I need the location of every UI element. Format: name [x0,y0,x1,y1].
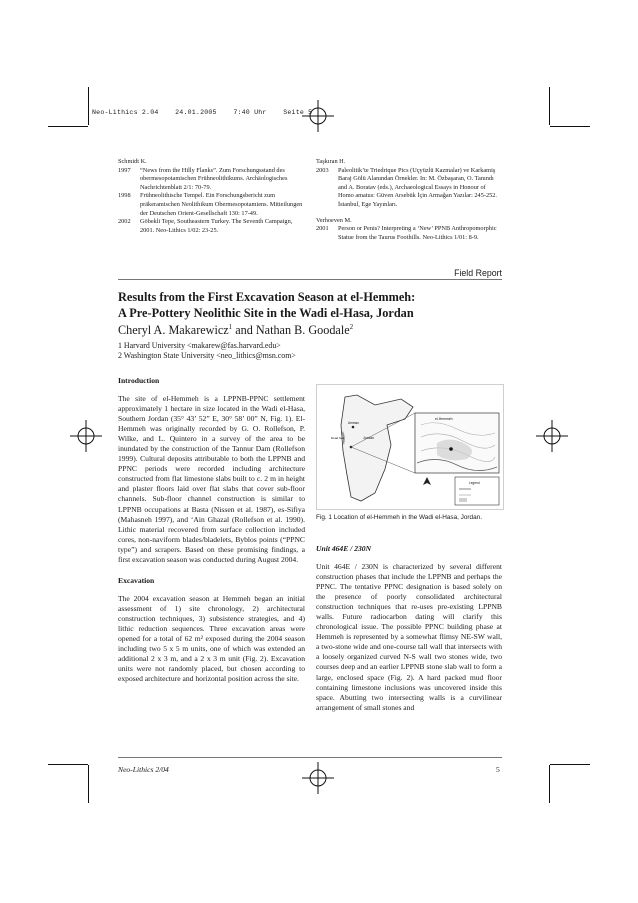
reference-entry [118,218,308,235]
crop-mark [48,764,88,765]
left-column [118,376,305,684]
footer-rule [118,757,502,758]
reference-author: Schmidt K. [118,158,147,165]
figure-1-map [316,384,504,510]
reference-text: Frühneolithische Tempel. Ein Forschungsbericht zum präkeramischen Neolithikum Obermesopotamiens. Mitteilungen der Deutschen Orient-Gesellschaft 130: 17-49. [140,192,303,217]
page-number: 5 [496,765,500,774]
amman-marker [352,426,355,429]
label-jordan: Jordan [363,436,374,440]
references-left [118,158,308,235]
introduction-text: The site of el-Hemmeh is a LPPNB-PPNC settlement approximately 1 hectare in size located in the Wadi el-Hasa, Southern Jordan (35° 43’ 52” E, 30° 58’ 00” N, Fig. 1). El-Hemmeh was originally recorded by G. O. Rollefson, P. Wilke, and L. Quintero in a survey of the area to be inundated by the construction of the Tannur Dam (Rollefson 1999). Cultural deposits attributable to both the LPPNB and PPNC periods were recorded including architecture constructed from flat limestone slabs built to c. 2 m in height and plaster floors laid over flat slabs that cover sub-floor channels. Sub-floor channel construction is similar to LPPNB occupations at Basta (Nissen et al. 1987), es-Sifiya (Mahasneh 1997), and ‘Ain Ghazal (Rollefson et al. 1990). Lithic material recovered from surface collection included cores, non-naviform blades/bladelets, Byblos points (“PPNC type”) and scrapers. Based on these promising findings, a first excavation season was conducted during August 2004. [118,394,305,564]
section-label: Field Report [448,268,502,278]
reference-year: 2003 [316,166,329,174]
section-rule [118,279,502,280]
reference-entry [118,192,308,218]
section-bar [118,268,502,282]
author-1-superscript: 1 [228,323,233,331]
excavation-heading: Excavation [118,575,155,585]
reference-entry [118,167,308,193]
map-graphic [317,385,503,509]
introduction-heading: Introduction [118,376,160,385]
crop-mark [48,126,88,127]
reference-year: 2002 [118,218,131,226]
label-site: el-Hemmeh [435,417,453,421]
crop-mark [550,764,590,765]
author-2: and Nathan B. Goodale [232,323,350,338]
el-hemmeh-marker [449,447,453,451]
label-dead-sea: Dead Sea [331,436,345,440]
registration-mark-top [302,100,334,132]
affiliation-text: Harvard University <makarew@fas.harvard.edu> [121,341,281,350]
reference-text: Person or Penis? Interpreting a ‘New’ PPNB Anthropomorphic Statue from the Taurus Foothills. Neo-Lithics 1/01: 8-9. [338,225,497,241]
footer-journal: Neo-Lithics 2/04 [118,765,169,774]
reference-year: 1997 [118,166,131,174]
crop-mark [550,126,590,127]
registration-mark-bottom [302,762,334,794]
affiliation-1 [118,341,281,350]
reference-text: Göbekli Tepe, Southeastern Turkey. The Seventh Campaign, 2001. Neo-Lithics 1/02: 23-25. [140,218,293,234]
authors [118,323,353,338]
unit-heading: Unit 464E / 230N [316,544,372,553]
reference-entry [316,167,502,210]
label-legend: Legend [469,481,480,485]
author-1: Cheryl A. Makarewicz [118,323,229,338]
reference-year: 2001 [316,225,329,233]
label-amman: Amman [348,421,359,425]
affiliation-number: 1 [118,341,122,350]
reference-author: Taşkıran H. [316,158,346,165]
registration-mark-right [536,420,568,452]
affiliation-text: Washington State University <neo_lithics@msn.com> [121,351,296,360]
references-right [316,158,502,242]
reference-year: 1998 [118,192,131,200]
reference-author: Verhoeven M. [316,216,352,224]
author-2-superscript: 2 [349,323,354,331]
registration-mark-left [70,420,102,452]
right-column [316,544,502,713]
crop-mark [88,765,89,803]
unit-text: Unit 464E / 230N is characterized by several different construction phases that include the LPPNB and perhaps the PPNC. The tentative PPNC designation is based solely on the presence of poorly consolidated architectural construction techniques that re-uses pre-existing LPPNB walls. Future radiocarbon dating will clarify this chronological issue. The possible PPNC building phase at Hemmeh is represented by a somewhat flimsy NE-SW wall, a two-stone wide and one-course tall wall that intersects with a loosely organized curved N-S wall two stones wide, two courses deep and an earlier LPPNB stone slab wall to form a large, enclosed space (Fig. 2). A hard packed mud floor containing limestone inclusions was uncovered inside this space. Abutting two intersecting walls is a curvilinear arrangement of small stones and [316,562,502,712]
crop-mark [88,87,89,125]
affiliation-2 [118,351,296,360]
crop-mark [549,765,550,803]
reference-entry [316,225,502,242]
reference-text: “News from the Hilly Flanks”. Zum Forschungsstand des obermesopotamischen Frühneolithikums. Archäologisches Nachrichtenblatt 2/1: 70-79. [140,166,288,191]
title-line-1: Results from the First Excavation Season at el-Hemmeh: [118,290,416,304]
figure-1-caption: Fig. 1 Location of el-Hemmeh in the Wadi el-Hasa, Jordan. [316,514,482,521]
affiliation-number: 2 [118,351,122,360]
title-line-2: A Pre-Pottery Neolithic Site in the Wadi el-Hasa, Jordan [118,306,414,320]
reference-text: Paleolitik’te Triedrique Pics (Uçyüzlü Kazmalar) ve Karkamiş Baraj Gölü Alanından Örnekler. In: M. Özbaşaran, O. Tanındı and A. Boratav (eds.), Archaeological Essays in Honour of Homo amatus: Güven Arsebük İçin Armağan Yazılar: 245-252. İstanbul, Ege Yayınları. [338,166,497,208]
excavation-text: The 2004 excavation season at Hemmeh began an initial assessment of 1) site chronology, 2) architectural construction techniques, 3) subsistence strategies, and 4) lithic reduction sequences. Three excavation areas were opened for a total of 62 m² exposed during the 2004 season including two 5 x 5 m units, one of which was extended an additional 2 x 3 m, and a 2 x 3 m unit (Fig. 2). Excavation units were not randomly placed, but chosen according to exposed architecture and horizontal position across the site. [118,593,305,684]
crop-mark [549,87,550,125]
print-slug: Neo-Lithics 2.04 24.01.2005 7:40 Uhr Seite 5 [92,109,313,116]
article-title [118,289,502,321]
